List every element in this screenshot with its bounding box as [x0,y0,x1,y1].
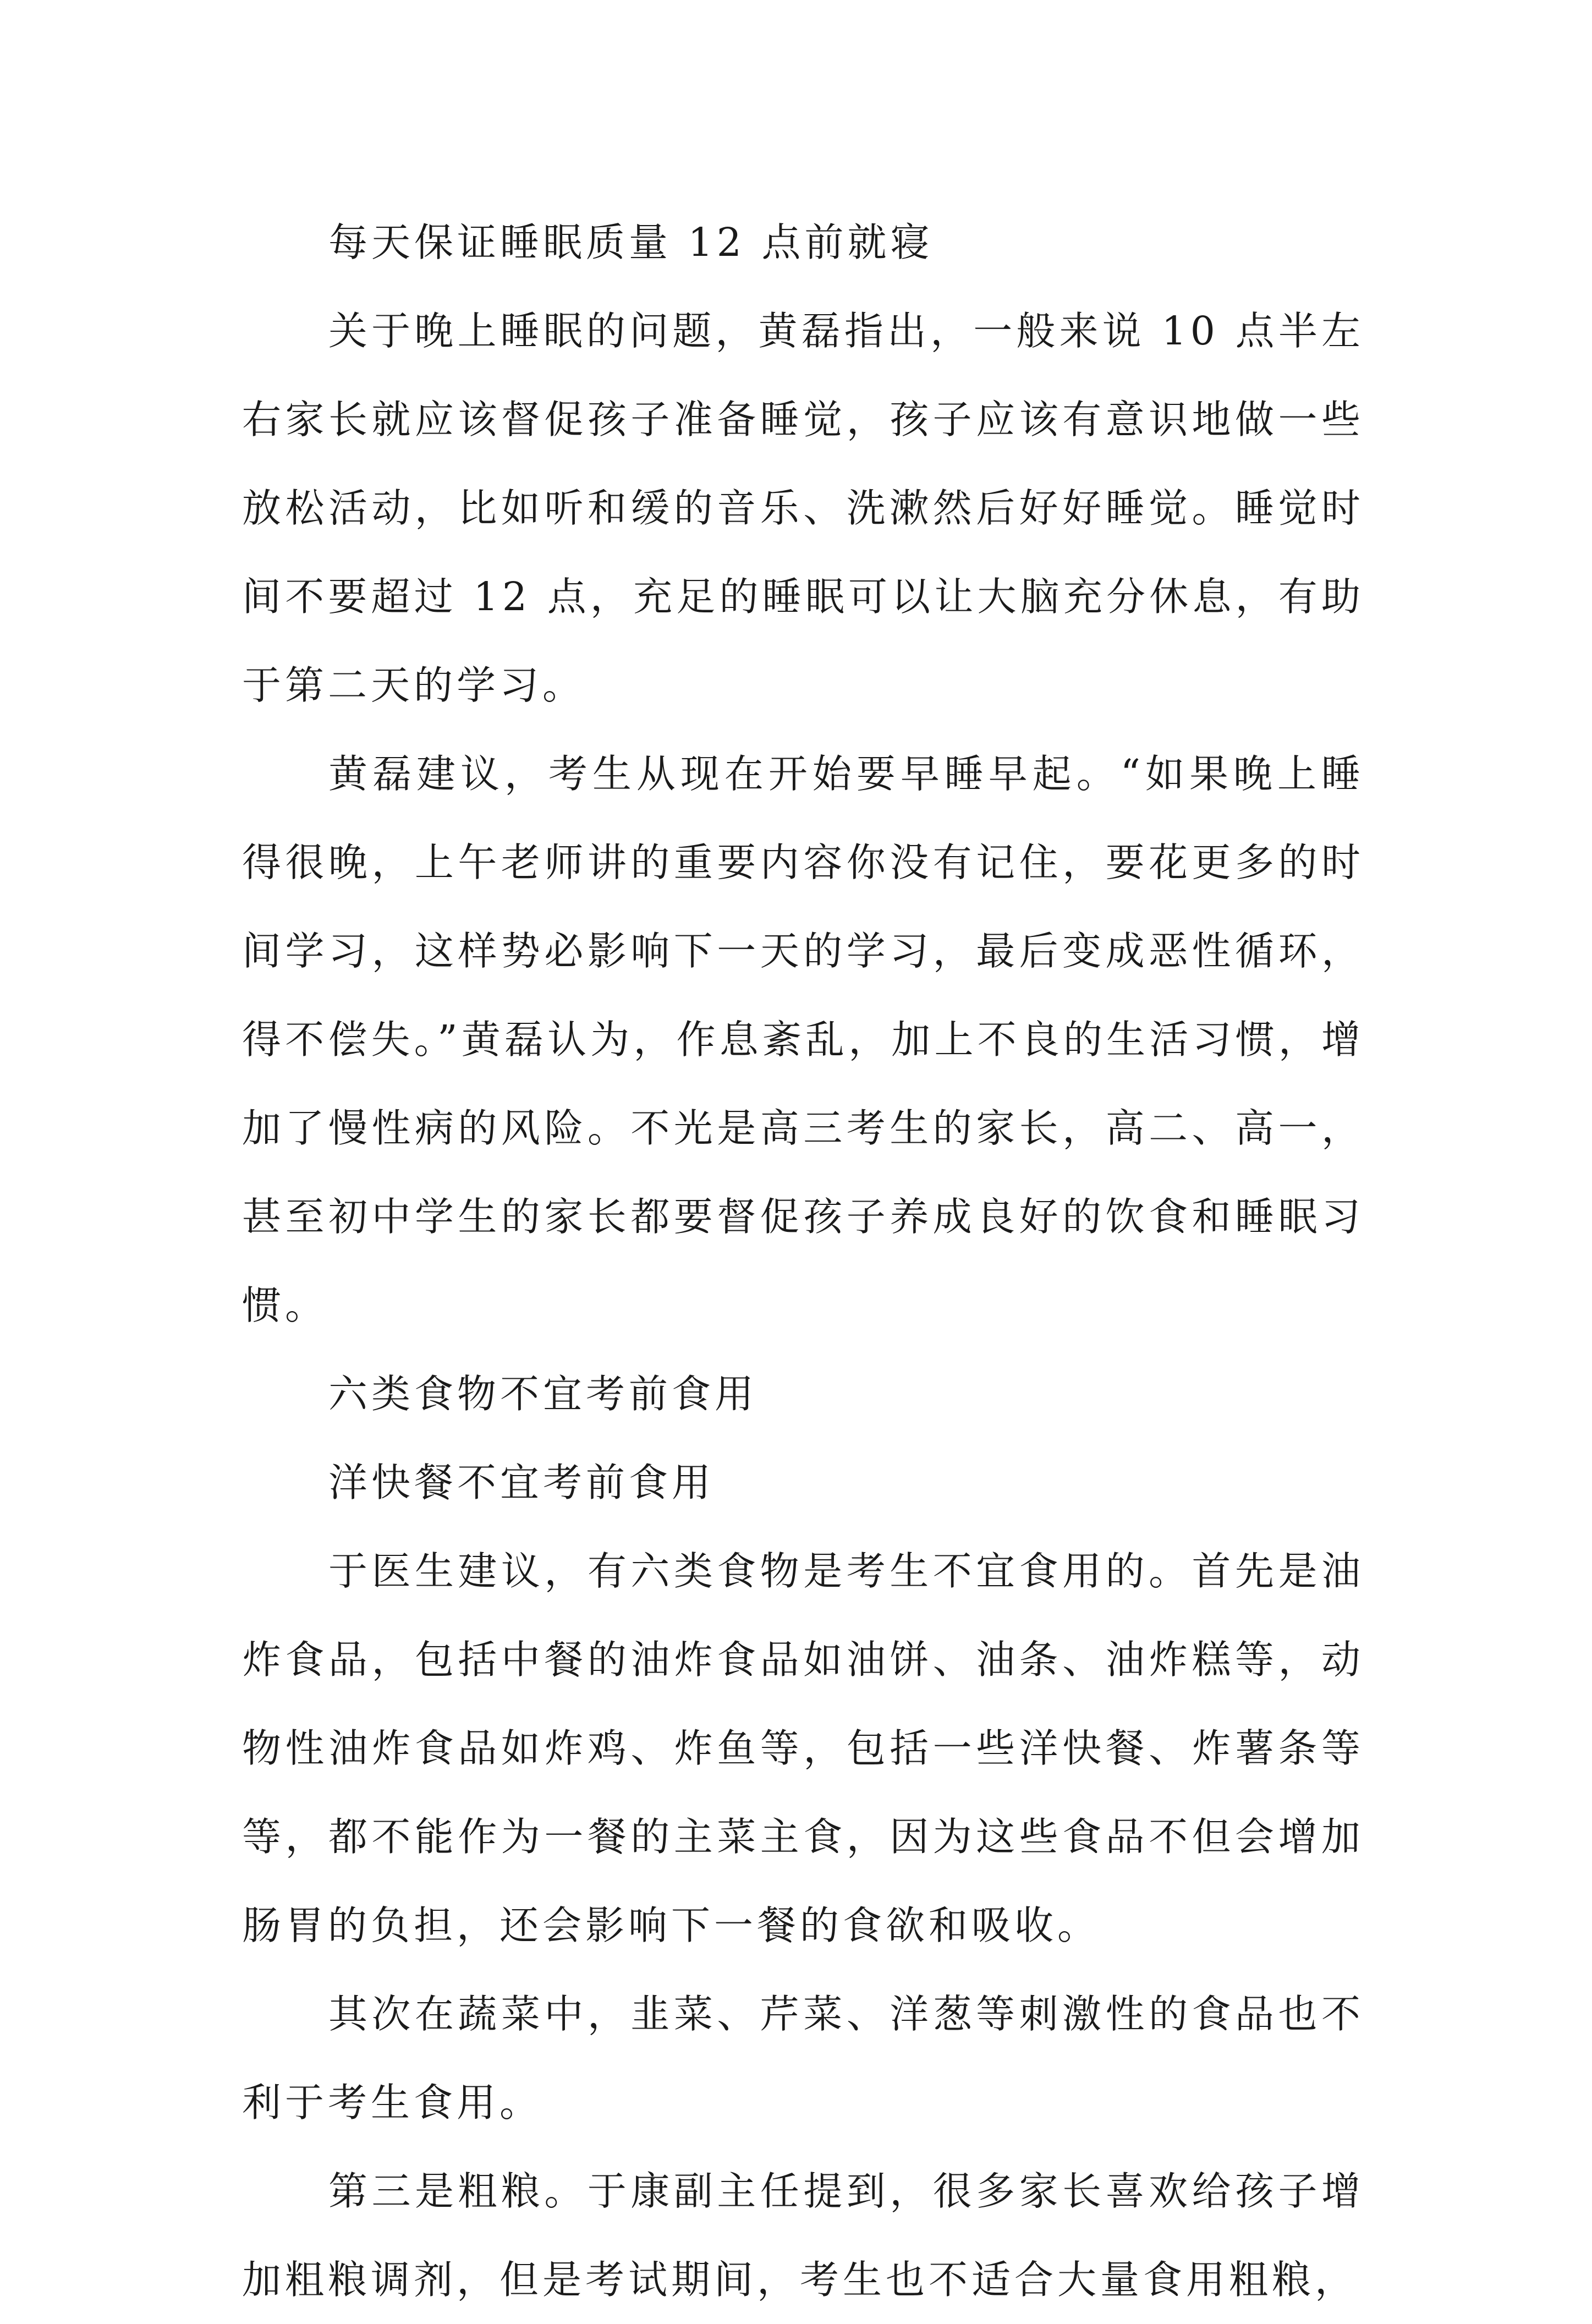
paragraph-vegetables: 其次在蔬菜中，韭菜、芹菜、洋葱等刺激性的食品也不利于考生食用。 [242,1991,1364,2125]
section-heading-six-foods: 六类食物不宜考前食用 [328,1371,758,1417]
paragraph-fried-food: 于医生建议，有六类食物是考生不宜食用的。首先是油炸食品，包括中餐的油炸食品如油饼、油条、油炸糕等，动物性油炸食品如炸鸡、炸鱼等，包括一些洋快餐、炸薯条等等，都不能作为一餐的主菜主食，因为这些食品不但会增加肠胃的负担，还会影响下一餐的食欲和吸收。 [242,1548,1364,1948]
section-heading-sleep: 每天保证睡眠质量 12 点前就寝 [328,220,934,265]
section-heading-fast-food: 洋快餐不宜考前食用 [328,1460,715,1505]
paragraph-sleep-time: 关于晚上睡眠的问题，黄磊指出，一般来说 10 点半左右家长就应该督促孩子准备睡觉，孩子应该有意识地做一些放松活动，比如听和缓的音乐、洗漱然后好好睡觉。睡觉时间不要超过 12 点，充足的睡眠可以让大脑充分休息，有助于第二天的学习。 [242,308,1364,708]
paragraph-early-sleep: 黄磊建议，考生从现在开始要早睡早起。“如果晚上睡得很晚，上午老师讲的重要内容你没有记住，要花更多的时间学习，这样势必影响下一天的学习，最后变成恶性循环，得不偿失。”黄磊认为，作息紊乱，加上不良的生活习惯，增加了慢性病的风险。不光是高三考生的家长，高二、高一，甚至初中学生的家长都要督促孩子养成良好的饮食和睡眠习惯。 [242,751,1364,1328]
document-body [242,198,1364,2324]
paragraph-coarse-grains: 第三是粗粮。于康副主任提到，很多家长喜欢给孩子增加粗粮调剂，但是考试期间，考生也不适合大量食用粗粮， [242,2168,1364,2303]
